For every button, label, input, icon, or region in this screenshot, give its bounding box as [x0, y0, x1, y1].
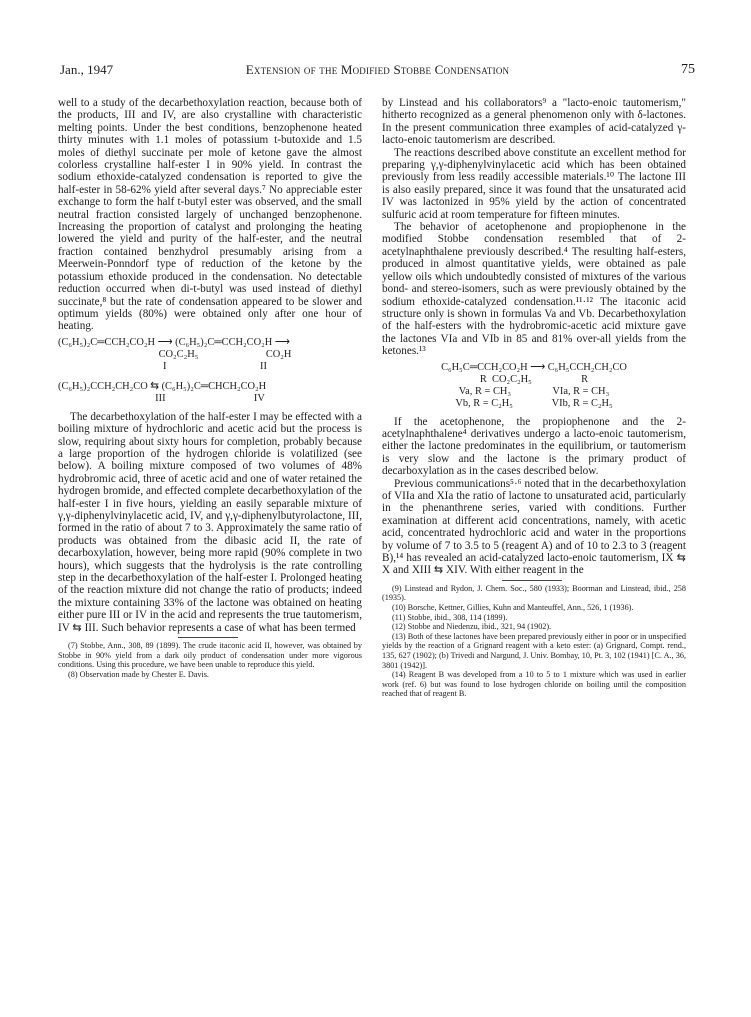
footnote: (10) Borsche, Kettner, Gillies, Kuhn and Manteuffel, Ann., 526, 1 (1936). [392, 603, 634, 612]
scheme-label: Va, R = CH₃ VIa, R = CH₃ [458, 385, 610, 397]
header-date: Jan., 1947 [60, 62, 114, 77]
footnote: (7) Stobbe, Ann., 308, 89 (1899). The crude itaconic acid II, however, was obtained by Stobbe in 90% yield from a dark oily product of condensation under more vigorous conditions. Using this procedure, we have been unable to reproduce this yield. [58, 641, 362, 670]
reaction-scheme-1 [58, 337, 362, 405]
paragraph: Previous communications⁵·⁶ noted that in the decarbethoxylation of VIIa and XIa the ratio of lactone to unsaturated acid, particularly in the phenanthrene series, varied with conditions. Further examination at different acid concentrations, namely, with acetic acid, concentrated hydrochloric acid and water in the proportions by volume of 7 to 3.5 to 5 (reagent A) and of 10 to 2.3 to 3 (reagent B),¹⁴ has revealed an acid-catalyzed lacto-enoic tautomerism, IX ⇆ X and XIII ⇆ XIV. With either reagent in the [382, 477, 686, 577]
footnote: (11) Stobbe, ibid., 308, 114 (1899). [392, 612, 508, 622]
paragraph: by Linstead and his collaborators⁹ a "lacto-enoic tautomerism," hitherto recognized as a general phenomenon only with δ-lactones. In the present communication three examples of acid-catalyzed γ-lacto-enoic tautomerism are described. [382, 97, 686, 147]
header-title: Extension of the Modified Stobbe Condensation [245, 62, 510, 77]
paragraph: well to a study of the decarbethoxylation reaction, because both of the products, III and IV, are also crystalline with characteristic melting points. Under the best conditions, benzophenone heated thirty minutes with 1.1 moles of potassium t-butoxide and 1.5 moles of diethyl succinate per mole of ketone gave the almost colorless crystalline half-ester I in 90% yield. In contrast the sodium ethoxide-catalyzed condensation is reported to give the half-ester in 58-62% yield after several days.⁷ No appreciable ester exchange to form the half t-butyl ester was observed, and the small neutral fraction consisted largely of unchanged benzophenone. Increasing the proportion of catalyst and prolonging the heating lowered the yield and purity of the half-ester, and the neutral fraction contained benzhydrol presumably arising from a Meerwein-Ponndorf type of reduction of the ketone by the potassium ethoxide produced in the condensation. No detectable reduction occurred when di-t-butyl was used instead of diethyl succinate,⁸ but the rate of condensation appeared to be slower and optimum yields (80%) were obtained only after one hour of heating. [58, 97, 362, 333]
scheme-line: (C₆H₅)₂C═CCH₂CO₂H ⟶ (C₆H₅)₂C═CCH₂CO₂H ⟶ [58, 336, 290, 348]
reaction-scheme-2 [382, 362, 686, 410]
footnote: (12) Stobbe and Niedenzu, ibid., 321, 94 (1902). [392, 622, 552, 632]
scheme-label: Vb, R = C₂H₅ VIb, R = C₂H₅ [455, 397, 613, 409]
scheme-line: (C₆H₅)₂CCH₂CH₂CO ⇆ (C₆H₅)₂C═CHCH₂CO₂H [58, 380, 267, 392]
paragraph: The decarbethoxylation of the half-ester I may be effected with a boiling mixture of hydrochloric and acetic acid but the process is slow, requiring about sixty hours for completion, probably because a large proportion of the hydrogen chloride is volatilized (see below). A boiling mixture composed of two volumes of 48% hydrobromic acid, three of acetic acid and one of water retained the hydrogen bromide, and effected complete decarbethoxylation of the half-ester I in five hours, yielding an easily separable mixture of γ,γ-diphenylvinylacetic acid, IV, and γ,γ-diphenylbutyrolactone, III, formed in the ratio of about 7 to 3. Approximately the same ratio of products was obtained from the dibasic acid II, the rate of decarboxylation, however, being more rapid (90% complete in two hours), which suggests that the hydrolysis is the rate controlling step in the decarbethoxylation of the half-ester I. Prolonged heating of the reaction mixture did not change the ratio of products; indeed the mixture containing 33% of the lactone was obtained on heating either pure III or IV in the acid and represents the true tautomerism, IV ⇆ III. Such behavior represents a case of what has been termed [58, 410, 362, 634]
page-number: 75 [681, 62, 695, 77]
paragraph: If the acetophenone, the propiophenone and the 2-acetylnaphthalene⁴ derivatives undergo a lacto-enoic tautomerism, either the lactone predominates in the equilibrium, or tautomerism is very slow and the lactone is the primary product of decarboxylation as in the cases described below. [382, 415, 686, 478]
footnote-divider [502, 580, 562, 581]
left-column [58, 97, 362, 679]
paragraph: The reactions described above constitute an excellent method for preparing γ,γ-diphenylvinylacetic acid which has been obtained previously from less readily accessible materials.¹⁰ The lactone III is also easily prepared, since it was found that the unsaturated acid IV was lactonized in 95% yield by the action of concentrated sulfuric acid at room temperature for fifteen minutes. [382, 146, 686, 221]
footnote-divider [178, 637, 238, 638]
footnote: (9) Linstead and Rydon, J. Chem. Soc., 580 (1933); Boorman and Linstead, ibid., 258 (1935). [382, 583, 686, 603]
paragraph: The behavior of acetophenone and propiophenone in the modified Stobbe condensation resembled that of 2-acetylnaphthalene previously described.⁴ The resulting half-esters, produced in almost quantitative yields, were obtained as pale yellow oils which undoubtedly consisted of mixtures of the various bond- and stereo-isomers, such as were previously obtained by the sodium ethoxide-catalyzed condensation.¹¹·¹² The itaconic acid structure only is shown in formulas Va and Vb. Decarbethoxylation of the half-esters with the hydrobromic-acetic acid mixture gave the lactones VIa and VIb in 85 and 81% over-all yields from the ketones.¹³ [382, 221, 686, 358]
scheme-label: III IV [155, 392, 265, 404]
right-column [382, 97, 686, 699]
footnote: (13) Both of these lactones have been prepared previously either in poor or in unspecified yields by the reaction of a Grignard reagent with a keto ester: (a) Grignard, Compt. rend., 135, 627 (1902); (b) Trivedi and Nargund, J. Univ. Bombay, 10, Pt. 3, 102 (1941) [C. A., 36, 3801 (1942)]. [382, 631, 686, 670]
scheme-line: C₆H₅C═CCH₂CO₂H ⟶ C₆H₅CCH₂CH₂CO [441, 361, 627, 373]
scheme-line: R CO₂C₂H₅ R [479, 373, 589, 385]
scheme-label: I II [163, 360, 267, 372]
scheme-line: CO₂C₂H₅ CO₂H [158, 348, 292, 360]
footnote: (8) Observation made by Chester E. Davis. [68, 669, 209, 679]
running-header [60, 62, 695, 82]
footnote: (14) Reagent B was developed from a 10 to 5 to 1 mixture which was used in earlier work (ref. 6) but was found to lose hydrogen chloride on boiling until the composition reached that of reagent B. [382, 670, 686, 699]
